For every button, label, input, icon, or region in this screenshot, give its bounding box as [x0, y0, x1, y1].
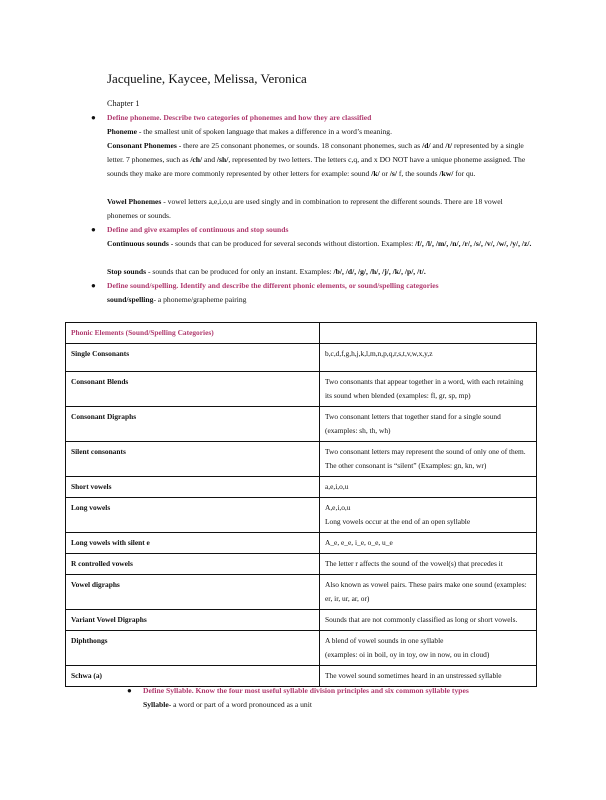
element-description-note: Long vowels occur at the end of an open syllable [325, 517, 471, 526]
stop-def: - sounds that can be produced for only an instant. Examples: [146, 267, 334, 276]
element-description: The vowel sound sometimes heard in an unstressed syllable [320, 666, 537, 687]
phoneme-symbol: /ch/ [190, 155, 203, 164]
table-row [66, 372, 537, 407]
table-row [66, 442, 537, 477]
element-description: a,e,i,o,u [320, 477, 537, 498]
syllable-term: Syllable [143, 700, 169, 709]
text-run: - there are 25 consonant phonemes, or sounds. 18 consonant phonemes, such as [176, 141, 423, 150]
element-description: A,e,i,o,u [325, 503, 351, 512]
table-header-empty-cell [320, 323, 537, 344]
element-name: Consonant Digraphs [66, 407, 320, 442]
text-run: f, the sounds [397, 169, 440, 178]
element-description: The letter r affects the sound of the vowel(s) that precedes it [320, 554, 537, 575]
question-2-text: Define and give examples of continuous and stop sounds [107, 225, 289, 234]
table-row [66, 477, 537, 498]
question-3 [91, 279, 532, 293]
continuous-term: Continuous sounds [107, 239, 169, 248]
element-name: Long vowels [66, 498, 320, 533]
sound-spelling-definition [107, 293, 532, 307]
vowel-phonemes-def: - vowel letters a,e,i,o,u are used singly and in combination to represent the different sounds. There are 18 vowel phonemes or sounds. [107, 197, 503, 220]
element-description-cell [320, 498, 537, 533]
bullet-icon: ● [91, 225, 96, 234]
table-row [66, 554, 537, 575]
phoneme-symbol: /s/ [389, 169, 397, 178]
syllable-def: - a word or part of a word pronounced as a unit [168, 700, 312, 709]
phoneme-symbol: /d/ [422, 141, 431, 150]
stop-sounds-paragraph [107, 265, 532, 279]
element-name: Long vowels with silent e [66, 533, 320, 554]
element-name: Consonant Blends [66, 372, 320, 407]
phoneme-def: - the smallest unit of spoken language that makes a difference in a word’s meaning. [136, 127, 392, 136]
text-run: represented by a single letter. 7 phonemes, such as [107, 141, 524, 164]
text-run: , represented by two letters. The letters c,q, and x DO NOT have a unique phoneme assigned. The sounds they make are more commonly represented by other letters for example: sound [107, 155, 526, 178]
element-description: Two consonant letters that together stand for a single sound (examples: sh, th, wh) [320, 407, 537, 442]
question-1 [91, 111, 532, 125]
phoneme-symbol: /sh/ [216, 155, 229, 164]
question-1-text: Define phoneme. Describe two categories of phonemes and how they are classified [107, 113, 372, 122]
vowel-phonemes-paragraph [107, 195, 532, 223]
text-run: or [379, 169, 390, 178]
question-4 [127, 684, 543, 698]
syllable-definition [143, 698, 543, 712]
table-row [66, 575, 537, 610]
element-description-cell [320, 631, 537, 666]
continuous-def: - sounds that can be produced for several seconds without distortion. Examples: [168, 239, 416, 248]
table-row [66, 344, 537, 372]
bullet-icon: ● [127, 686, 132, 695]
table-row [66, 498, 537, 533]
bullet-icon: ● [91, 113, 96, 122]
stop-examples: /b/, /d/, /g/, /h/, /j/, /k/, /p/, /t/. [333, 267, 426, 276]
question-4-text: Define Syllable. Know the four most useful syllable division principles and six common syllable types [143, 686, 469, 695]
element-description: b,c,d,f,g,h,j,k,l,m,n,p,q,r,s,t,v,w,x,y,z [320, 344, 537, 372]
element-name: Short vowels [66, 477, 320, 498]
phoneme-symbol: /kw/ [439, 169, 454, 178]
element-name: Single Consonants [66, 344, 320, 372]
text-run: and [202, 155, 217, 164]
phonic-elements-table [65, 322, 537, 687]
element-description: A blend of vowel sounds in one syllable [325, 636, 444, 645]
element-description-note: (examples: oi in boil, oy in toy, ow in now, ou in cloud) [325, 650, 490, 659]
table-row [66, 631, 537, 666]
element-description: A_e, e_e, i_e, o_e, u_e [320, 533, 537, 554]
element-description: Two consonant letters may represent the sound of only one of them. The other consonant is “silent” (Examples: gn, kn, wr) [320, 442, 537, 477]
element-name: R controlled vowels [66, 554, 320, 575]
continuous-examples: /f/, /l/, /m/, /n/, /r/, /s/, /v/, /w/, /y/, /z/. [415, 239, 532, 248]
continuous-sounds-paragraph [107, 237, 532, 251]
phoneme-symbol: /t/ [445, 141, 453, 150]
stop-term: Stop sounds [107, 267, 147, 276]
sound-spelling-term: sound/spelling [107, 295, 154, 304]
element-name: Vowel digraphs [66, 575, 320, 610]
sound-spelling-def: - a phoneme/grapheme pairing [153, 295, 247, 304]
phoneme-symbol: /k/ [371, 169, 380, 178]
phoneme-term: Phoneme [107, 127, 137, 136]
table-row [66, 407, 537, 442]
table-row [66, 610, 537, 631]
table-row [66, 533, 537, 554]
element-description: Two consonants that appear together in a word, with each retaining its sound when blended (examples: fl, gr, sp, mp) [320, 372, 537, 407]
question-3-text: Define sound/spelling. Identify and describe the different phonic elements, or sound/spelling categories [107, 281, 439, 290]
chapter-label: Chapter 1 [107, 99, 140, 108]
element-name: Diphthongs [66, 631, 320, 666]
text-run: for qu. [453, 169, 476, 178]
text-run: and [430, 141, 446, 150]
table-header-cell: Phonic Elements (Sound/Spelling Categories) [66, 323, 320, 344]
element-name: Variant Vowel Digraphs [66, 610, 320, 631]
question-2 [91, 223, 532, 237]
element-name: Silent consonants [66, 442, 320, 477]
vowel-phonemes-term: Vowel Phonemes [107, 197, 162, 206]
consonant-phonemes-term: Consonant Phonemes [107, 141, 177, 150]
authors-heading: Jacqueline, Kaycee, Melissa, Veronica [107, 71, 307, 86]
element-description: Sounds that are not commonly classified as long or short vowels. [320, 610, 537, 631]
element-description: Also known as vowel pairs. These pairs make one sound (examples: er, ir, ur, ar, or) [320, 575, 537, 610]
bullet-icon: ● [91, 281, 96, 290]
consonant-phonemes-paragraph [107, 139, 532, 181]
element-name: Schwa (a) [66, 666, 320, 687]
table-header-row [66, 323, 537, 344]
phoneme-definition [107, 125, 532, 139]
